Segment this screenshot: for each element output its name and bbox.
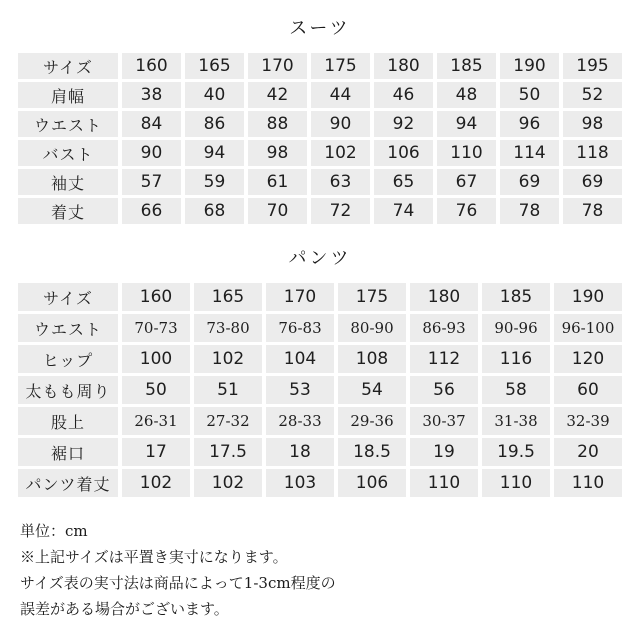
suit-table-cell: 180 — [374, 53, 433, 79]
note-tolerance-cont: 誤差がある場合がございます。 — [20, 600, 229, 618]
pants-table-cell: 51 — [194, 376, 262, 404]
suit-table-cell: 44 — [311, 82, 370, 108]
suit-table-cell: 78 — [500, 198, 559, 224]
suit-table-cell: 110 — [437, 140, 496, 166]
pants-table-cell: 110 — [554, 469, 622, 497]
suit-table-row — [18, 140, 622, 166]
suit-table-cell: 185 — [437, 53, 496, 79]
pants-table-cell: 73-80 — [194, 314, 262, 342]
pants-table-row-label: 裾口 — [18, 438, 118, 466]
suit-table-cell: 76 — [437, 198, 496, 224]
pants-table-row-label: パンツ着丈 — [18, 469, 118, 497]
suit-table-row-label: ウエスト — [18, 111, 118, 137]
suit-table-cell: 63 — [311, 169, 370, 195]
pants-table-row — [18, 438, 622, 466]
pants-table-row — [18, 376, 622, 404]
pants-table-cell: 58 — [482, 376, 550, 404]
suit-table-row — [18, 53, 622, 79]
suit-table-row-label: 袖丈 — [18, 169, 118, 195]
suit-table-cell: 102 — [311, 140, 370, 166]
suit-table-cell: 38 — [122, 82, 181, 108]
suit-table-cell: 84 — [122, 111, 181, 137]
suit-table-row-label: 肩幅 — [18, 82, 118, 108]
suit-table-cell: 68 — [185, 198, 244, 224]
suit-table-cell: 114 — [500, 140, 559, 166]
suit-table-cell: 78 — [563, 198, 622, 224]
pants-table-row — [18, 345, 622, 373]
pants-table-cell: 106 — [338, 469, 406, 497]
suit-table-cell: 86 — [185, 111, 244, 137]
suit-table-cell: 40 — [185, 82, 244, 108]
suit-table-row-label: バスト — [18, 140, 118, 166]
suit-table-cell: 94 — [437, 111, 496, 137]
suit-table-cell: 98 — [563, 111, 622, 137]
pants-table-row-label: ヒップ — [18, 345, 118, 373]
suit-table-cell: 90 — [311, 111, 370, 137]
suit-table-cell: 74 — [374, 198, 433, 224]
pants-table-cell: 185 — [482, 283, 550, 311]
pants-table-title: パンツ — [288, 248, 352, 269]
pants-table-cell: 28-33 — [266, 407, 334, 435]
pants-table-cell: 110 — [482, 469, 550, 497]
pants-table-cell: 100 — [122, 345, 190, 373]
pants-table-row-label: 股上 — [18, 407, 118, 435]
suit-table-cell: 195 — [563, 53, 622, 79]
pants-table-cell: 86-93 — [410, 314, 478, 342]
suit-table-cell: 42 — [248, 82, 307, 108]
pants-table-cell: 90-96 — [482, 314, 550, 342]
pants-table-cell: 60 — [554, 376, 622, 404]
suit-table-cell: 50 — [500, 82, 559, 108]
pants-table-cell: 27-32 — [194, 407, 262, 435]
pants-table-cell: 32-39 — [554, 407, 622, 435]
suit-table-cell: 170 — [248, 53, 307, 79]
pants-table-cell: 17 — [122, 438, 190, 466]
size-notes — [20, 518, 620, 622]
pants-table-cell: 165 — [194, 283, 262, 311]
pants-table-cell: 102 — [122, 469, 190, 497]
pants-table-cell: 103 — [266, 469, 334, 497]
pants-table-cell: 102 — [194, 345, 262, 373]
pants-table-cell: 80-90 — [338, 314, 406, 342]
pants-table-cell: 76-83 — [266, 314, 334, 342]
pants-table-cell: 180 — [410, 283, 478, 311]
pants-table-cell: 19.5 — [482, 438, 550, 466]
pants-table-cell: 19 — [410, 438, 478, 466]
suit-table-cell: 160 — [122, 53, 181, 79]
pants-table-cell: 29-36 — [338, 407, 406, 435]
suit-table-cell: 72 — [311, 198, 370, 224]
suit-table-cell: 165 — [185, 53, 244, 79]
pants-table-cell: 104 — [266, 345, 334, 373]
pants-table-cell: 20 — [554, 438, 622, 466]
pants-table-row-label: サイズ — [18, 283, 118, 311]
pants-table-row-label: 太もも周り — [18, 376, 118, 404]
suit-table-cell: 190 — [500, 53, 559, 79]
pants-table-cell: 53 — [266, 376, 334, 404]
suit-table-cell: 98 — [248, 140, 307, 166]
pants-table-cell: 116 — [482, 345, 550, 373]
pants-table-cell: 112 — [410, 345, 478, 373]
pants-table-cell: 190 — [554, 283, 622, 311]
pants-table-cell: 160 — [122, 283, 190, 311]
pants-table-cell: 110 — [410, 469, 478, 497]
suit-table-cell: 70 — [248, 198, 307, 224]
suit-table-cell: 48 — [437, 82, 496, 108]
pants-table-cell: 54 — [338, 376, 406, 404]
pants-table-row — [18, 469, 622, 497]
suit-table-cell: 66 — [122, 198, 181, 224]
pants-table-cell: 17.5 — [194, 438, 262, 466]
pants-table-cell: 170 — [266, 283, 334, 311]
suit-table-cell: 175 — [311, 53, 370, 79]
suit-size-table — [14, 50, 626, 227]
pants-table-cell: 175 — [338, 283, 406, 311]
suit-table-cell: 65 — [374, 169, 433, 195]
suit-table-row — [18, 82, 622, 108]
suit-table-title: スーツ — [289, 18, 351, 39]
pants-table-row-label: ウエスト — [18, 314, 118, 342]
pants-table-row — [18, 314, 622, 342]
note-tolerance: サイズ表の実寸法は商品によって1-3cm程度の — [20, 574, 336, 592]
suit-table-cell: 69 — [563, 169, 622, 195]
pants-table-cell: 18.5 — [338, 438, 406, 466]
note-flat-measurement: ※上記サイズは平置き実寸になります。 — [20, 548, 288, 566]
suit-table-cell: 94 — [185, 140, 244, 166]
pants-table-cell: 56 — [410, 376, 478, 404]
pants-table-row — [18, 407, 622, 435]
suit-table-row — [18, 198, 622, 224]
pants-table-row — [18, 283, 622, 311]
suit-table-row-label: 着丈 — [18, 198, 118, 224]
pants-size-table — [14, 280, 626, 500]
pants-table-cell: 102 — [194, 469, 262, 497]
suit-table-cell: 106 — [374, 140, 433, 166]
suit-table-row-label: サイズ — [18, 53, 118, 79]
pants-table-cell: 18 — [266, 438, 334, 466]
pants-table-cell: 30-37 — [410, 407, 478, 435]
suit-table-cell: 90 — [122, 140, 181, 166]
pants-table-cell: 96-100 — [554, 314, 622, 342]
suit-table-cell: 69 — [500, 169, 559, 195]
suit-table-cell: 67 — [437, 169, 496, 195]
suit-table-cell: 57 — [122, 169, 181, 195]
suit-table-cell: 46 — [374, 82, 433, 108]
pants-table-cell: 26-31 — [122, 407, 190, 435]
suit-table-cell: 92 — [374, 111, 433, 137]
suit-table-row — [18, 111, 622, 137]
pants-table-cell: 120 — [554, 345, 622, 373]
suit-table-cell: 88 — [248, 111, 307, 137]
pants-table-cell: 50 — [122, 376, 190, 404]
note-unit: 単位：cm — [20, 522, 88, 540]
suit-table-cell: 59 — [185, 169, 244, 195]
pants-table-cell: 70-73 — [122, 314, 190, 342]
suit-table-cell: 52 — [563, 82, 622, 108]
suit-table-cell: 61 — [248, 169, 307, 195]
pants-table-cell: 31-38 — [482, 407, 550, 435]
suit-table-cell: 96 — [500, 111, 559, 137]
suit-table-row — [18, 169, 622, 195]
suit-table-cell: 118 — [563, 140, 622, 166]
pants-table-cell: 108 — [338, 345, 406, 373]
